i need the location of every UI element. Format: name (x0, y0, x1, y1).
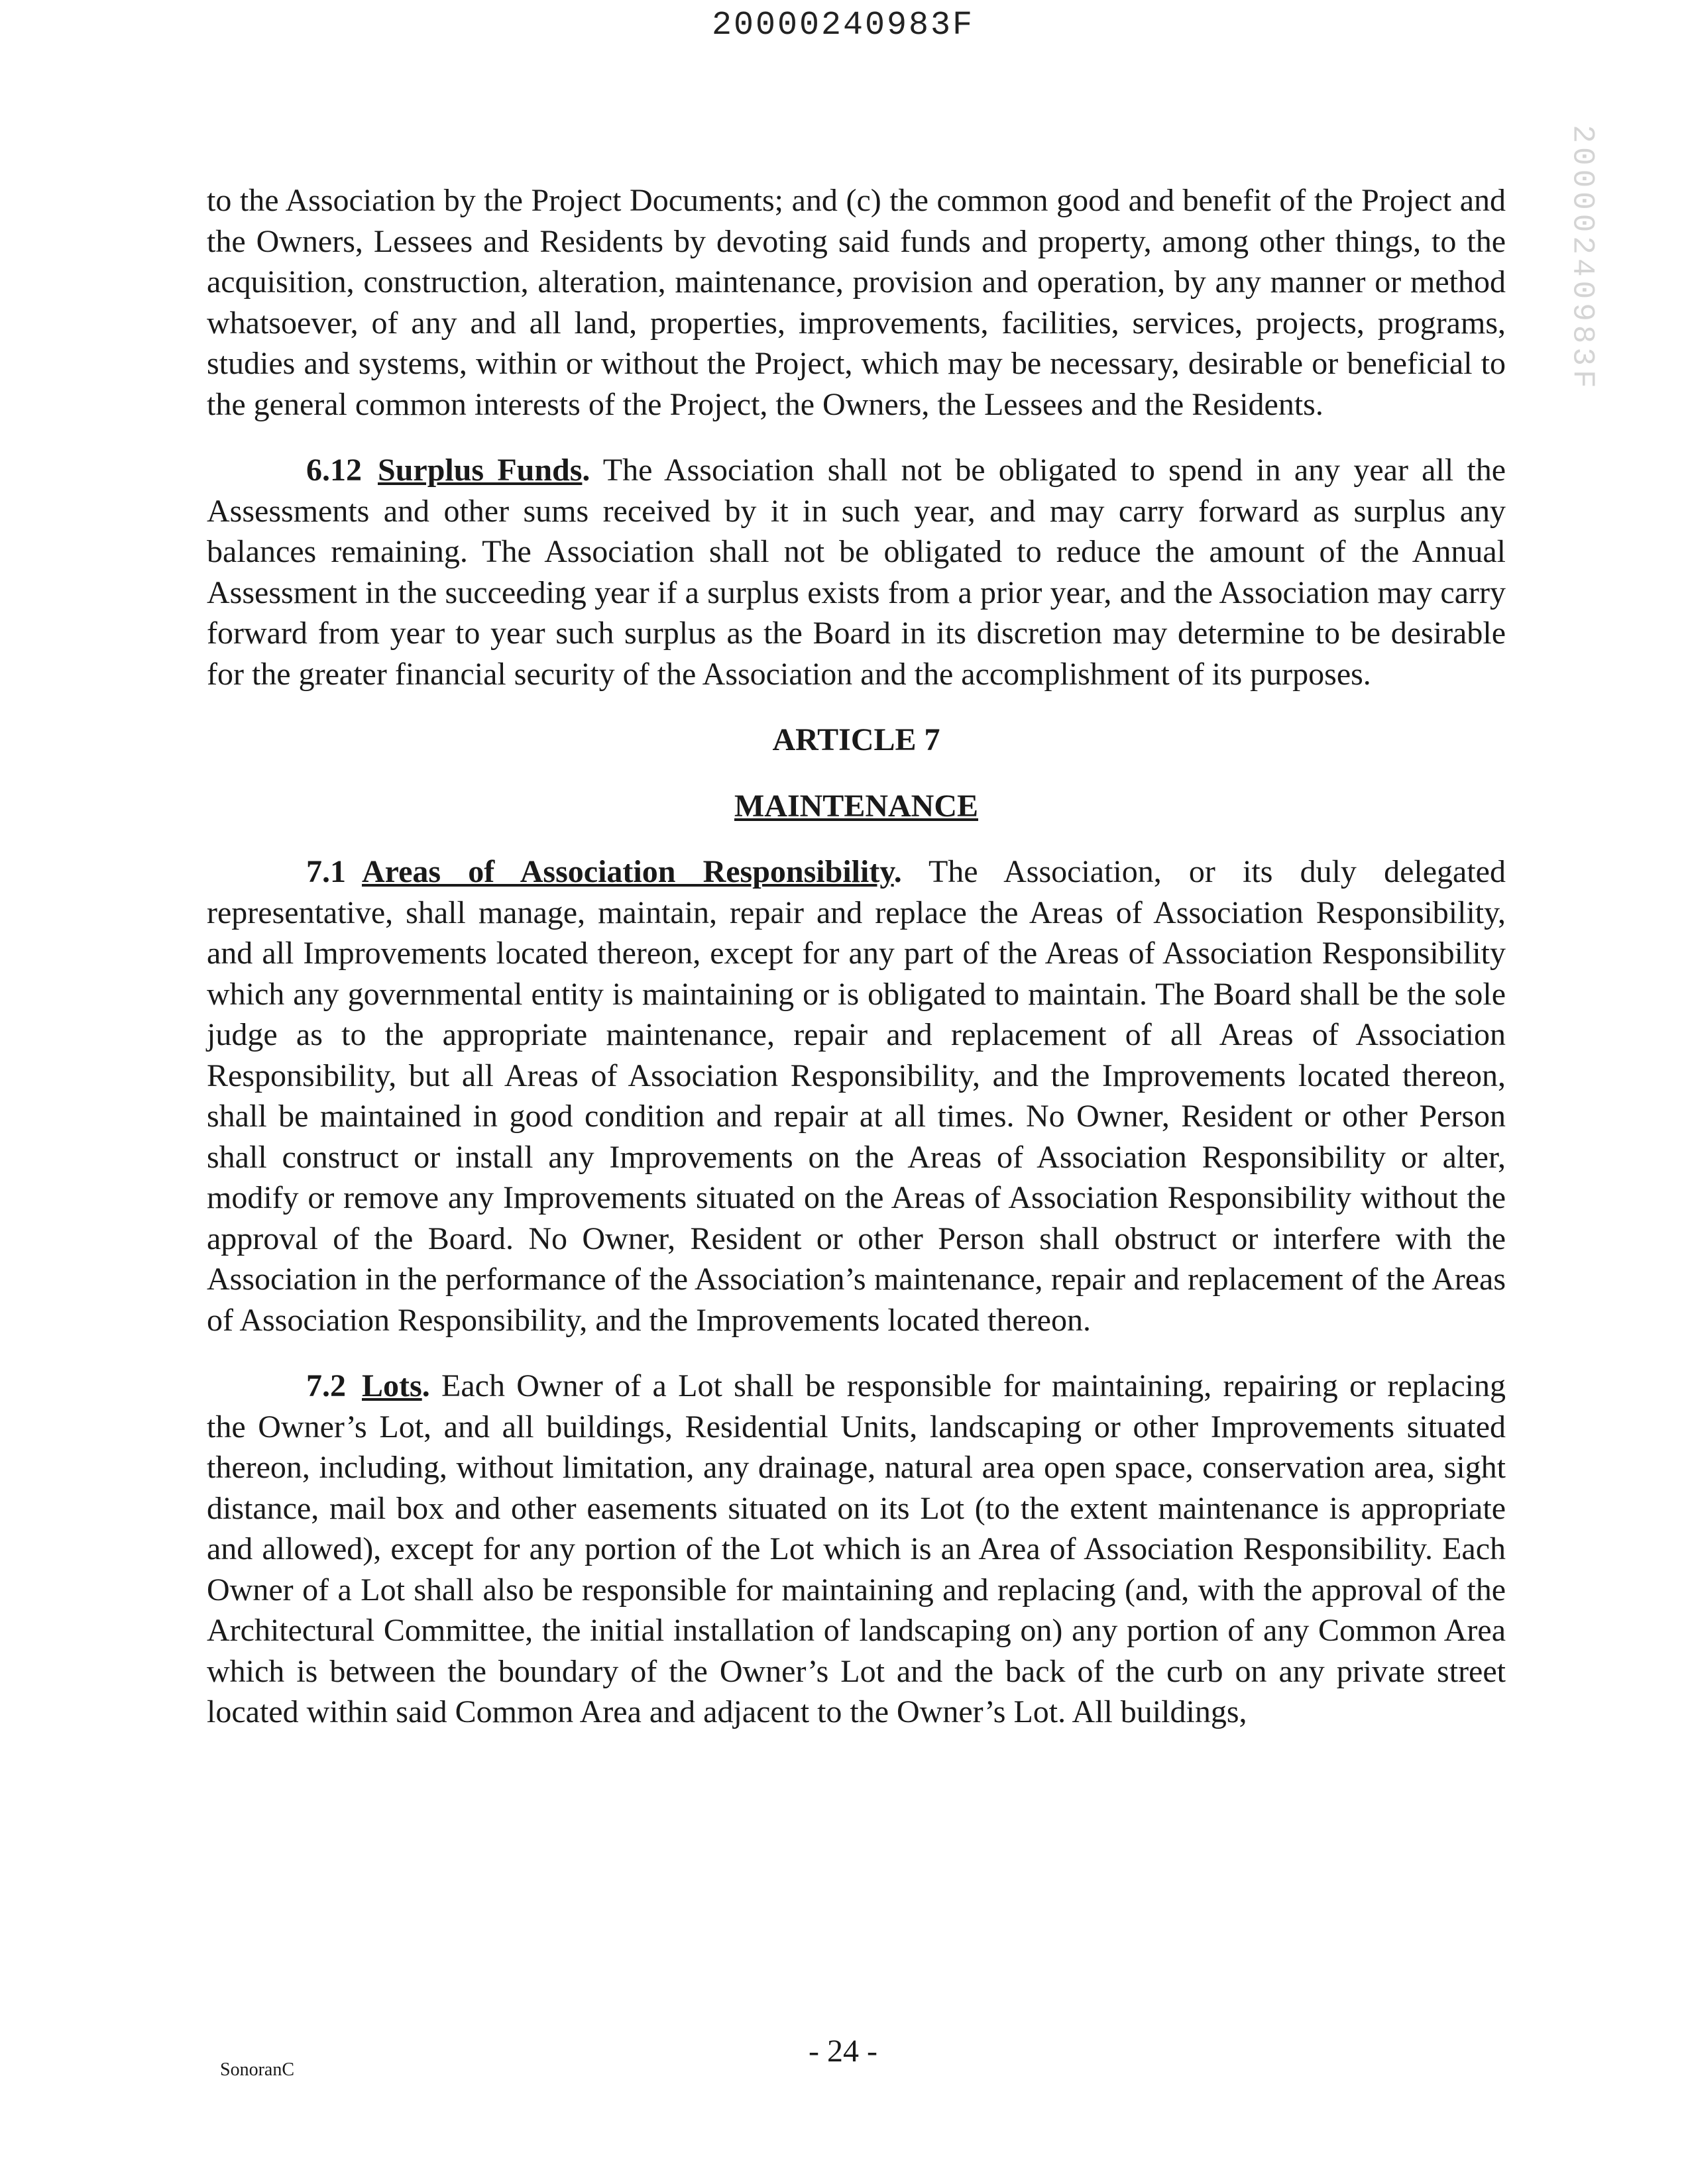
section-6-12-title: Surplus Funds (378, 453, 583, 488)
section-7-1-title: Areas of Association Responsibility (362, 854, 894, 889)
intro-paragraph: to the Association by the Project Documents; and (c) the common good and benefit of the Project and the Owners, Lessees and Residents by devoting said funds and property, among other things, to the acquisition, construction, alteration, maintenance, provision and operation, by any manner or method whatsoever, of any and all land, properties, improvements, facilities, services, projects, programs, studies and systems, within or without the Project, which may be necessary, desirable or beneficial to the general common interests of the Project, the Owners, the Lessees and the Residents. (207, 183, 1506, 422)
section-7-2-number: 7.2 (306, 1368, 346, 1403)
document-number: 20000240983F (711, 7, 975, 44)
section-6-12: 6.12 Surplus Funds. The Association shall not be obligated to spend in any year all the Assessments and other sums received by it in such year, and may carry forward as surplus any balances remaining. The Association shall not be obligated to reduce the amount of the Annual Assessment in the succeeding year if a surplus exists from a prior year, and the Association may carry forward from year to year such surplus as the Board in its discretion may determine to be desirable for the greater financial security of the Association and the accomplishment of its purposes. (207, 453, 1506, 692)
section-6-12-text: The Association shall not be obligated to spend in any year all the Assessments and other sums received by it in such year, and may carry forward as surplus any balances remaining. The Association shall not be obligated to reduce the amount of the Annual Assessment in the succeeding year if a surplus exists from a prior year, and the Association may carry forward from year to year such surplus as the Board in its discretion may determine to be desirable for the greater financial security of the Association and the accomplishment of its purposes. (207, 453, 1506, 692)
section-7-2: 7.2 Lots. Each Owner of a Lot shall be responsible for maintaining, repairing or replacing the Owner’s Lot, and all buildings, Residential Units, landscaping or other Improvements situated thereon, including, without limitation, any drainage, natural area open space, conservation area, sight distance, mail box and other easements situated on its Lot (to the extent maintenance is appropriate and allowed), except for any portion of the Lot which is an Area of Association Responsibility. Each Owner of a Lot shall also be responsible for maintaining and replacing (and, with the approval of the Architectural Committee, the initial installation of landscaping on) any portion of any Common Area which is between the boundary of the Owner’s Lot and the back of the curb on any private street located within said Common Area and adjacent to the Owner’s Lot. All buildings, (207, 1368, 1506, 1729)
section-7-2-title: Lots (362, 1368, 422, 1403)
footer-label: SonoranC (220, 2059, 294, 2080)
section-7-2-text: Each Owner of a Lot shall be responsible for maintaining, repairing or replacing the Owner’s Lot, and all buildings, Residential Units, landscaping or other Improvements situated thereon, including, without limitation, any drainage, natural area open space, conservation area, sight distance, mail box and other easements situated on its Lot (to the extent maintenance is appropriate and allowed), except for any portion of the Lot which is an Area of Association Responsibility. Each Owner of a Lot shall also be responsible for maintaining and replacing (and, with the approval of the Architectural Committee, the initial installation of landscaping on) any portion of any Common Area which is between the boundary of the Owner’s Lot and the back of the curb on any private street located within said Common Area and adjacent to the Owner’s Lot. All buildings, (207, 1368, 1506, 1729)
article-title: MAINTENANCE (734, 788, 978, 824)
side-stamp-text: 20000240983F (1565, 125, 1601, 392)
section-7-1-text: The Association, or its duly delegated representative, shall manage, maintain, repair and replace the Areas of Association Responsibility, and all Improvements located thereon, except for any part of the Areas of Association Responsibility which any governmental entity is maintaining or is obligated to maintain. The Board shall be the sole judge as to the appropriate maintenance, repair and replacement of all Areas of Association Responsibility, but all Areas of Association Responsibility, and the Improvements located thereon, shall be maintained in good condition and repair at all times. No Owner, Resident or other Person shall construct or install any Improvements on the Areas of Association Responsibility or alter, modify or remove any Improvements situated on the Areas of Association Responsibility without the approval of the Board. No Owner, Resident or other Person shall obstruct or interfere with the Association in the performance of the Association’s maintenance, repair and replacement of the Areas of Association Responsibility, and the Improvements located thereon. (207, 854, 1506, 1338)
section-6-12-number: 6.12 (306, 453, 362, 488)
article-heading: ARTICLE 7 (772, 722, 940, 757)
section-7-1-number: 7.1 (306, 854, 346, 889)
document-body (207, 180, 1506, 1733)
page-number: - 24 - (809, 2034, 877, 2069)
section-7-1: 7.1 Areas of Association Responsibility. The Association, or its duly delegated representative, shall manage, maintain, repair and replace the Areas of Association Responsibility, and all Improvements located thereon, except for any part of the Areas of Association Responsibility which any governmental entity is maintaining or is obligated to maintain. The Board shall be the sole judge as to the appropriate maintenance, repair and replacement of all Areas of Association Responsibility, but all Areas of Association Responsibility, and the Improvements located thereon, shall be maintained in good condition and repair at all times. No Owner, Resident or other Person shall construct or install any Improvements on the Areas of Association Responsibility or alter, modify or remove any Improvements situated on the Areas of Association Responsibility without the approval of the Board. No Owner, Resident or other Person shall obstruct or interfere with the Association in the performance of the Association’s maintenance, repair and replacement of the Areas of Association Responsibility, and the Improvements located thereon. (207, 854, 1506, 1338)
side-stamp (1536, 99, 1629, 417)
